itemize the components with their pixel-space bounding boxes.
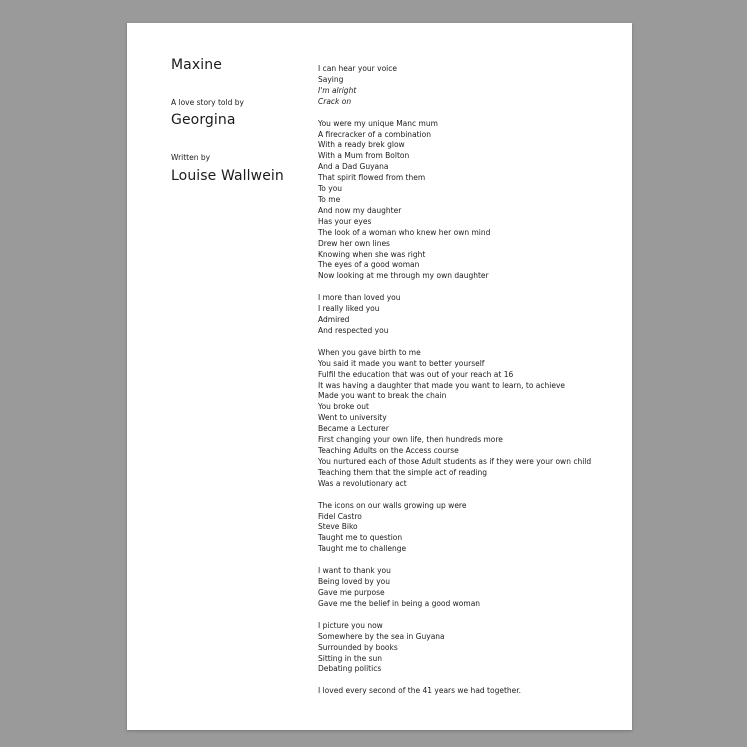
poem-line: Surrounded by books: [318, 642, 398, 652]
poem-line: First changing your own life, then hundreds more: [318, 435, 503, 445]
poem-line: Fidel Castro: [318, 511, 362, 521]
poem-line: A firecracker of a combination: [318, 129, 432, 139]
told-by-caption: A love story told by: [171, 98, 244, 107]
narrator-name: Georgina: [171, 112, 236, 128]
poem-line: Steve Biko: [318, 522, 358, 532]
poem-line: To me: [318, 194, 341, 204]
poem-line: I picture you now: [318, 620, 383, 630]
poem-line: Went to university: [318, 413, 387, 423]
poem-line: Became a Lecturer: [318, 424, 389, 434]
poem-line: And now my daughter: [318, 205, 402, 215]
poem-line: Debating politics: [318, 664, 382, 674]
poem-line: You said it made you want to better yourself: [318, 358, 485, 368]
poem-stanza: [318, 64, 618, 108]
poem-line: Gave me the belief in being a good woman: [318, 598, 481, 608]
poem-stanza: [318, 293, 618, 337]
poem-line: Knowing when she was right: [318, 249, 426, 259]
document-title: Maxine: [171, 57, 222, 73]
poem-line: And respected you: [318, 325, 389, 335]
poem-line: I want to thank you: [318, 566, 391, 576]
poem-line: Admired: [318, 315, 350, 325]
poem-line: I more than loved you: [318, 293, 401, 303]
document-page: [127, 23, 632, 730]
poem-stanza: [318, 686, 618, 697]
poem-line: I really liked you: [318, 304, 380, 314]
poem-line: It was having a daughter that made you want to learn, to achieve: [318, 380, 566, 390]
poem-line: With a ready brek glow: [318, 140, 405, 150]
poem-stanza: [318, 348, 618, 490]
poem-line: Teaching Adults on the Access course: [318, 446, 459, 455]
poem-line: Being loved by you: [318, 577, 390, 587]
poem-line: Has your eyes: [318, 216, 372, 226]
poem-line: You nurtured each of those Adult students as if they were your own child: [318, 456, 592, 466]
poem-line: The icons on our walls growing up were: [318, 500, 467, 510]
poem-line: The look of a woman who knew her own mind: [318, 227, 491, 237]
poem-line: Gave me purpose: [318, 587, 385, 597]
poem-stanza: [318, 501, 618, 556]
poem-line: Sitting in the sun: [318, 653, 383, 663]
poem-line: With a Mum from Bolton: [318, 151, 410, 161]
poem-line: I loved every second of the 41 years we had together.: [318, 686, 522, 696]
poem-line: Fulfil the education that was out of your reach at 16: [318, 369, 514, 379]
poem-line: You broke out: [318, 402, 369, 412]
written-by-caption: Written by: [171, 153, 211, 162]
poem-line: Crack on: [318, 96, 352, 106]
poem-line: You were my unique Manc mum: [318, 118, 438, 128]
poem-line: To you: [318, 184, 343, 194]
poem-stanza: [318, 119, 618, 283]
poem-line: Taught me to question: [318, 533, 403, 543]
poem-line: That spirit flowed from them: [318, 173, 426, 183]
writer-name: Louise Wallwein: [171, 168, 284, 184]
poem-line: Teaching them that the simple act of reading: [318, 467, 487, 477]
poem-line: I can hear your voice: [318, 64, 397, 73]
poem-line: The eyes of a good woman: [318, 260, 420, 270]
poem-line: Saying: [318, 74, 344, 84]
poem-stanza: [318, 621, 618, 676]
poem-body: [318, 64, 618, 708]
poem-line: Somewhere by the sea in Guyana: [318, 631, 445, 641]
poem-line: Now looking at me through my own daughter: [318, 271, 489, 281]
poem-line: Drew her own lines: [318, 238, 390, 248]
poem-line: Was a revolutionary act: [318, 478, 407, 488]
poem-line: And a Dad Guyana: [318, 162, 389, 172]
poem-line: Taught me to challenge: [318, 544, 407, 554]
poem-line: When you gave birth to me: [318, 347, 421, 357]
poem-line: I'm alright: [318, 85, 357, 95]
poem-line: Made you want to break the chain: [318, 391, 447, 401]
poem-stanza: [318, 566, 618, 610]
